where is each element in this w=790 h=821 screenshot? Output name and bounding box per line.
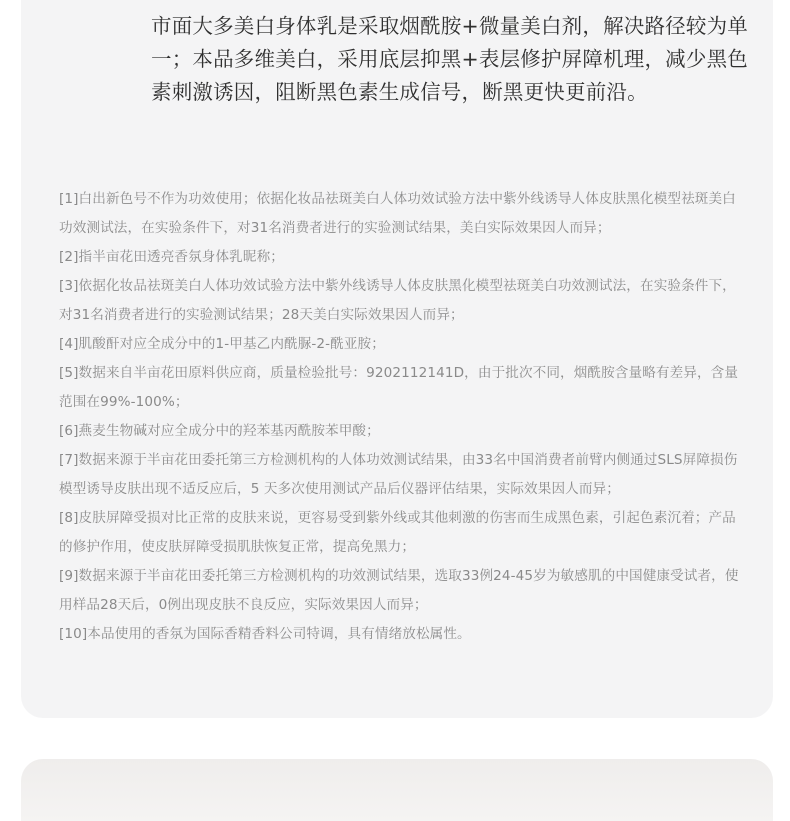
footnote-5: [5]数据来自半亩花田原料供应商，质量检验批号：9202112141D，由于批次不同，烟酰胺含量略有差异，含量范围在99%-100%； bbox=[59, 365, 739, 410]
footnote-list bbox=[59, 185, 749, 649]
footnote-2: [2]指半亩花田透亮香氛身体乳昵称； bbox=[59, 249, 284, 265]
footnote-7: [7]数据来源于半亩花田委托第三方检测机构的人体功效测试结果，由33名中国消费者前臂内侧通过SLS屏障损伤模型诱导皮肤出现不适反应后，5 天多次使用测试产品后仪器评估结果，实际效果因人而异； bbox=[59, 452, 738, 497]
next-card bbox=[21, 759, 773, 821]
footnote-8: [8]皮肤屏障受损对比正常的皮肤来说，更容易受到紫外线或其他刺激的伤害而生成黑色素，引起色素沉着；产品的修护作用，使皮肤屏障受损肌肤恢复正常，提高免黑力； bbox=[59, 510, 736, 555]
footnote-3: [3]依据化妆品祛斑美白人体功效试验方法中紫外线诱导人体皮肤黑化模型祛斑美白功效测试法，在实验条件下，对31名消费者进行的实验测试结果；28天美白实际效果因人而异； bbox=[59, 278, 736, 323]
footnote-9: [9]数据来源于半亩花田委托第三方检测机构的功效测试结果，选取33例24-45岁为敏感肌的中国健康受试者，使用样品28天后，0例出现皮肤不良反应，实际效果因人而异； bbox=[59, 568, 739, 613]
footnote-6: [6]燕麦生物碱对应全成分中的羟苯基丙酰胺苯甲酸； bbox=[59, 423, 380, 439]
info-card bbox=[21, 0, 773, 718]
footnote-1: [1]白出新色号不作为功效使用；依据化妆品祛斑美白人体功效试验方法中紫外线诱导人体皮肤黑化模型祛斑美白功效测试法，在实验条件下，对31名消费者进行的实验测试结果，美白实际效果因人而异； bbox=[59, 191, 736, 236]
intro-paragraph: 市面大多美白身体乳是采取烟酰胺+微量美白剂，解决路径较为单一；本品多维美白，采用底层抑黑+表层修护屏障机理，减少黑色素刺激诱因，阻断黑色素生成信号，断黑更快更前沿。 bbox=[151, 14, 748, 104]
footnote-4: [4]肌酸酐对应全成分中的1-甲基乙内酰脲-2-酰亚胺； bbox=[59, 336, 385, 352]
footnote-10: [10]本品使用的香氛为国际香精香料公司特调，具有情绪放松属性。 bbox=[59, 626, 471, 642]
